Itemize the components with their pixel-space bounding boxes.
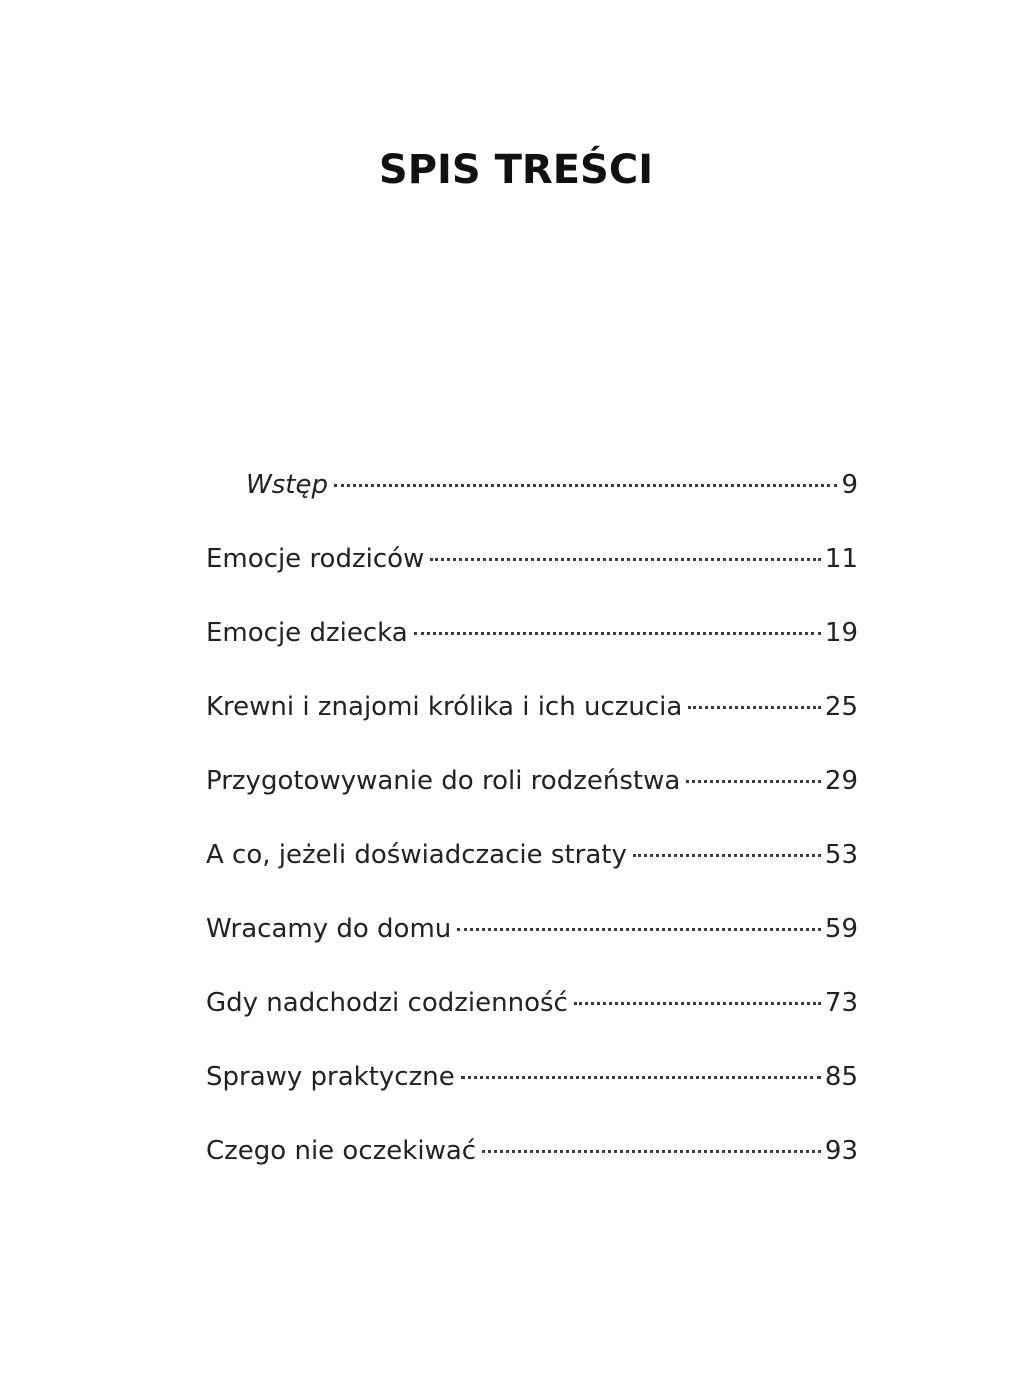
toc-entry-wracamy bbox=[206, 904, 858, 978]
toc-page-number: 25 bbox=[824, 692, 858, 722]
toc-page-number: 19 bbox=[824, 618, 858, 648]
dot-leader bbox=[686, 780, 821, 783]
toc-entry-title: Emocje dziecka bbox=[206, 618, 408, 648]
toc-entry-title: Krewni i znajomi królika i ich uczucia bbox=[206, 692, 683, 722]
toc-entry-strata bbox=[206, 830, 858, 904]
page-title: SPIS TREŚCI bbox=[378, 147, 654, 193]
toc-entry-codziennosc bbox=[206, 978, 858, 1052]
toc-entry-title: Gdy nadchodzi codzienność bbox=[206, 988, 568, 1018]
toc-page-number: 29 bbox=[824, 766, 858, 796]
toc-entry-title: Wstęp bbox=[246, 470, 328, 500]
toc-entry-title: Emocje rodziców bbox=[206, 544, 425, 574]
dot-leader bbox=[334, 484, 838, 487]
table-of-contents bbox=[206, 460, 858, 1200]
toc-page-number: 53 bbox=[824, 840, 858, 870]
toc-entry-sprawy bbox=[206, 1052, 858, 1126]
toc-entry-title: Przygotowywanie do roli rodzeństwa bbox=[206, 766, 681, 796]
toc-entry-krewni bbox=[206, 682, 858, 756]
toc-page-number: 93 bbox=[824, 1136, 858, 1166]
toc-entry-title: A co, jeżeli doświadczacie straty bbox=[206, 840, 627, 870]
toc-page-number: 9 bbox=[841, 470, 858, 500]
dot-leader bbox=[574, 1002, 821, 1005]
toc-entry-title: Czego nie oczekiwać bbox=[206, 1136, 477, 1166]
toc-page-number: 59 bbox=[824, 914, 858, 944]
toc-entry-wstep bbox=[206, 460, 858, 534]
dot-leader bbox=[482, 1150, 821, 1153]
toc-entry-czego-nie-oczekiwac bbox=[206, 1126, 858, 1200]
dot-leader bbox=[414, 632, 821, 635]
dot-leader bbox=[633, 854, 821, 857]
dot-leader bbox=[461, 1076, 821, 1079]
toc-entry-emocje-dziecka bbox=[206, 608, 858, 682]
dot-leader bbox=[430, 558, 821, 561]
toc-entry-title: Sprawy praktyczne bbox=[206, 1062, 455, 1092]
dot-leader bbox=[457, 928, 821, 931]
dot-leader bbox=[688, 706, 821, 709]
toc-entry-title: Wracamy do domu bbox=[206, 914, 452, 944]
toc-page-number: 11 bbox=[824, 544, 858, 574]
toc-entry-przygotowywanie bbox=[206, 756, 858, 830]
toc-page-number: 85 bbox=[824, 1062, 858, 1092]
toc-entry-emocje-rodzicow bbox=[206, 534, 858, 608]
toc-page-number: 73 bbox=[824, 988, 858, 1018]
